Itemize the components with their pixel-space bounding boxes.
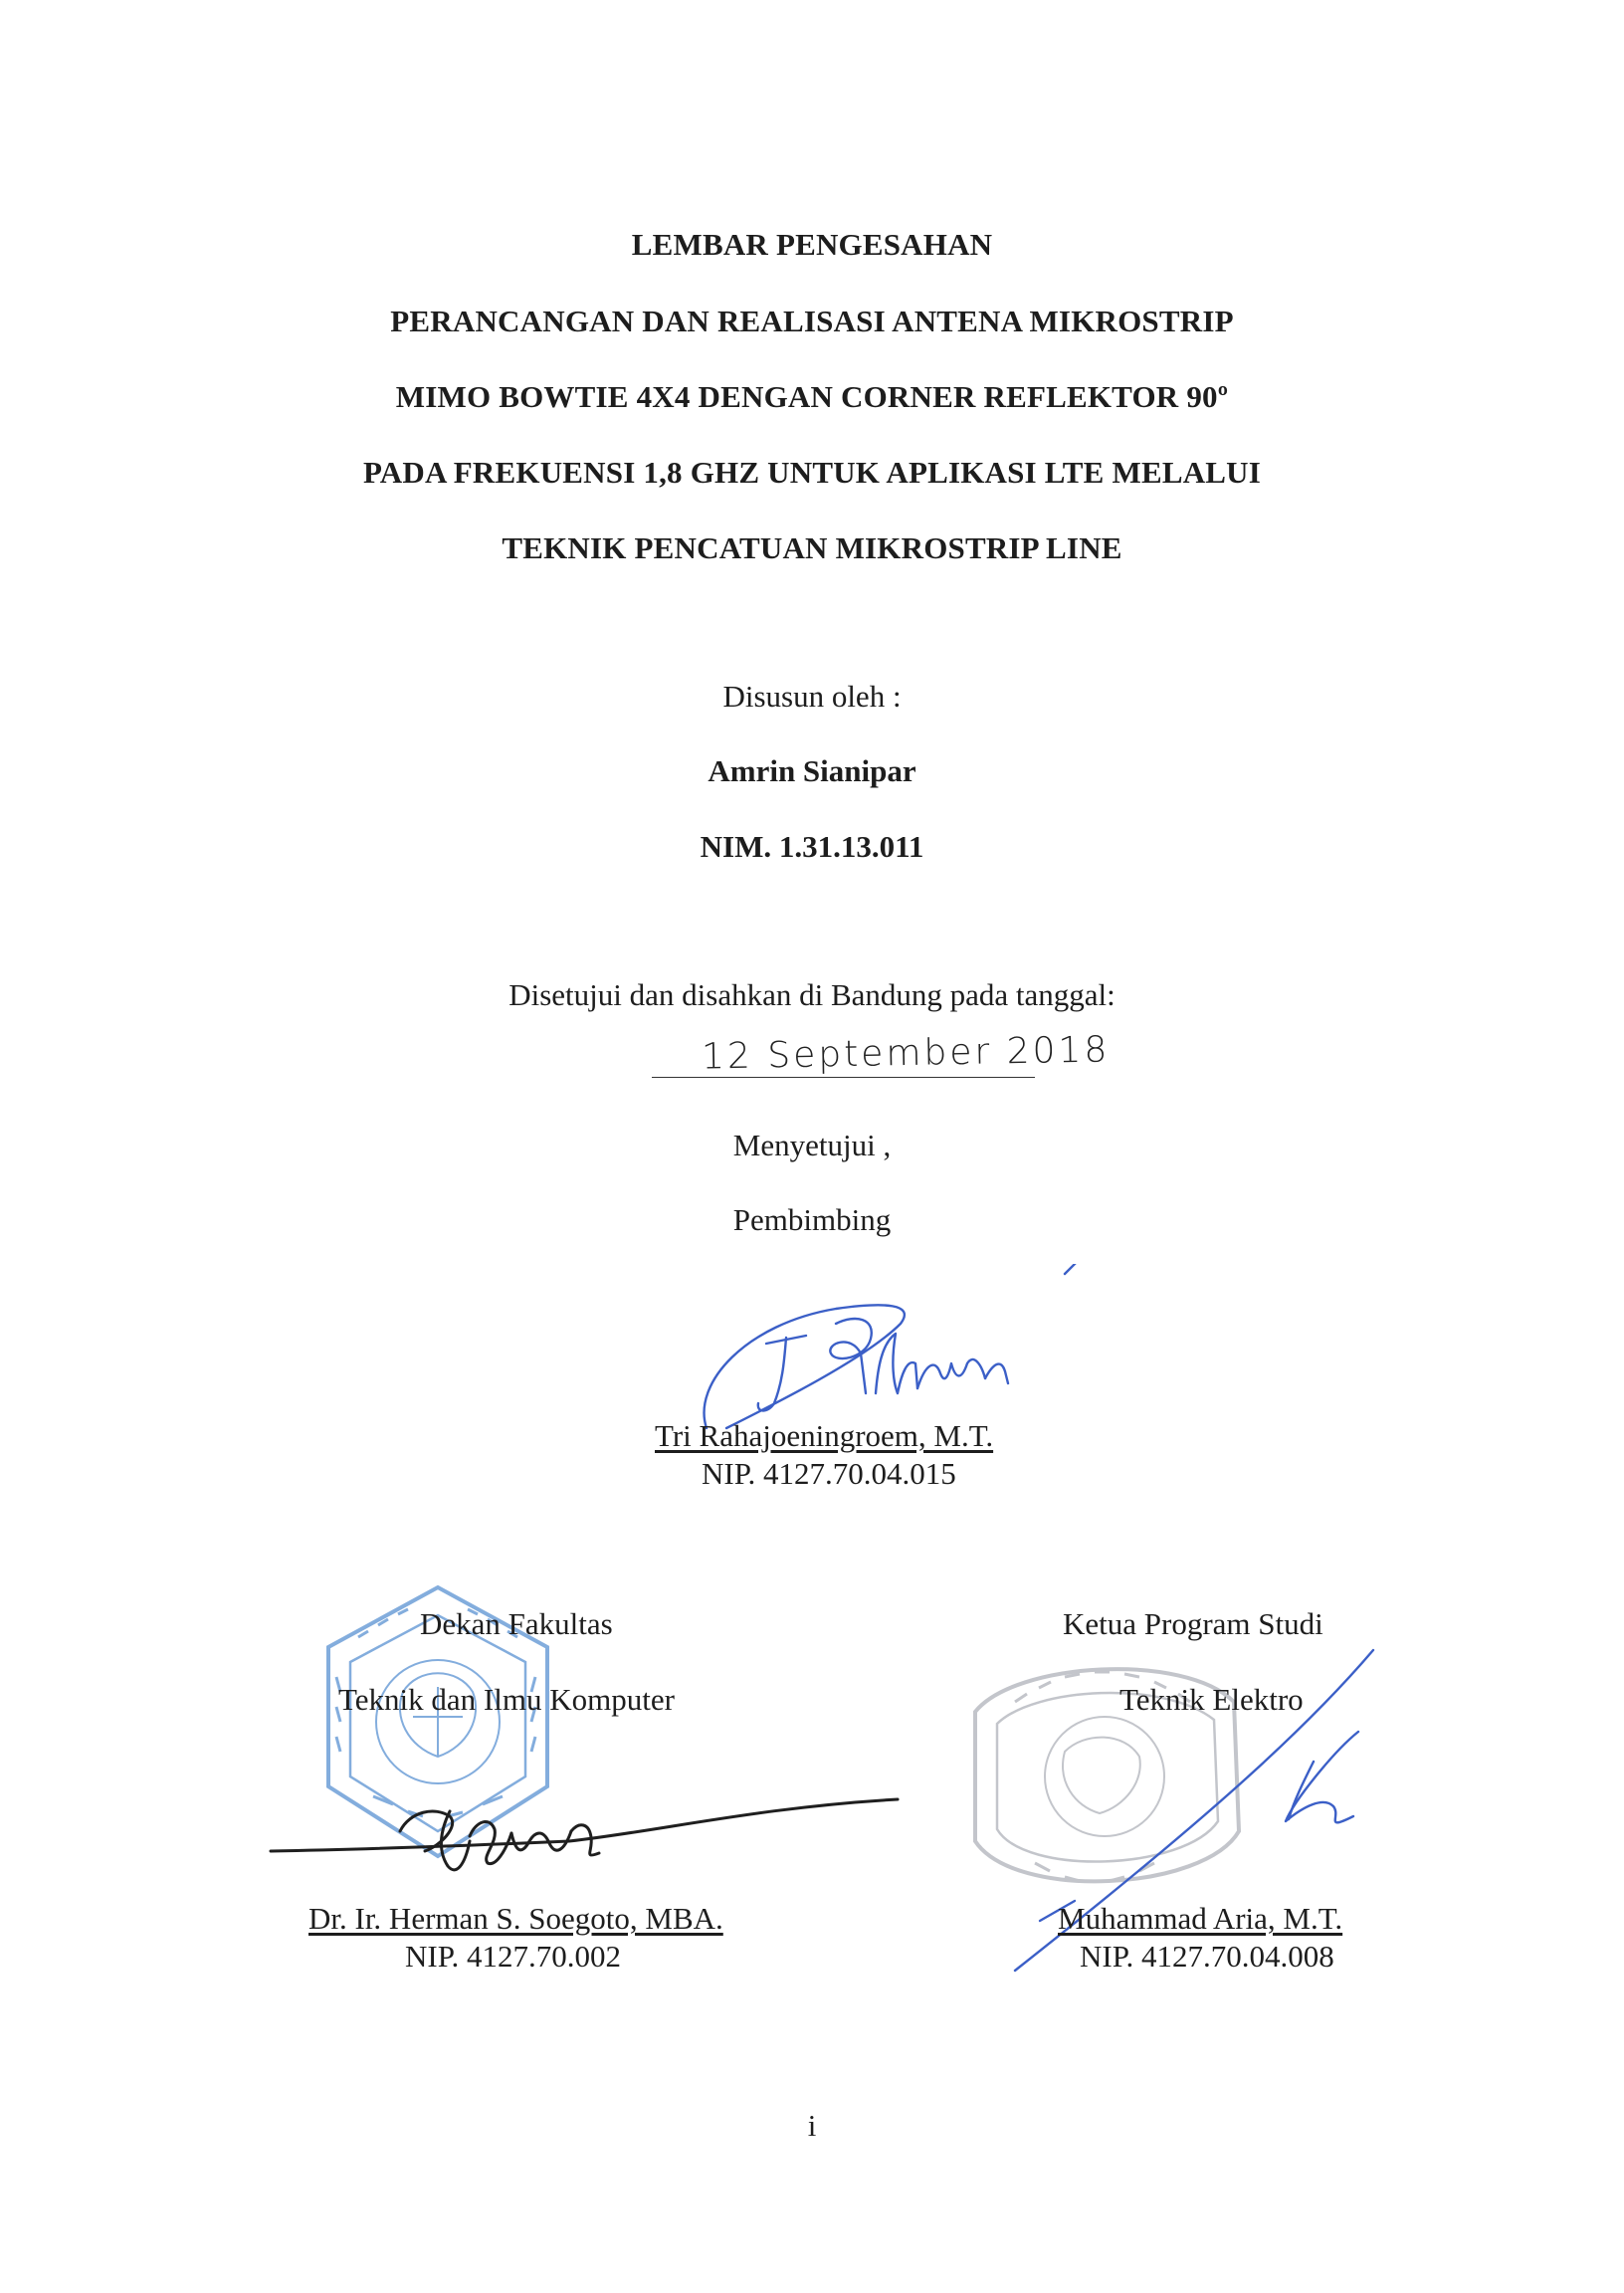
page-number: i xyxy=(807,2108,817,2143)
thesis-title-line-1: PERANCANGAN DAN REALISASI ANTENA MIKROSTRIP xyxy=(390,304,1234,338)
dean-nip: NIP. 4127.70.002 xyxy=(405,1939,622,1974)
dean-name: Dr. Ir. Herman S. Soegoto, MBA. xyxy=(308,1901,723,1936)
thesis-title-line-3: PADA FREKUENSI 1,8 GHZ UNTUK APLIKASI LTE MELALUI xyxy=(362,455,1262,490)
program-head-title-line-2: Teknik Elektro xyxy=(1119,1682,1304,1717)
approve-label: Menyetujui , xyxy=(732,1128,892,1162)
handwritten-date: 12 September 2018 xyxy=(701,1029,1111,1078)
dean-title-line-2: Teknik dan Ilmu Komputer xyxy=(338,1682,675,1717)
thesis-title-line-4: TEKNIK PENCATUAN MIKROSTRIP LINE xyxy=(502,530,1122,565)
date-underline xyxy=(652,1077,1035,1078)
approval-statement: Disetujui dan disahkan di Bandung pada tanggal: xyxy=(508,977,1116,1012)
dean-title-line-1: Dekan Fakultas xyxy=(420,1606,613,1641)
advisor-name: Tri Rahajoeningroem, M.T. xyxy=(655,1418,994,1453)
advisor-role: Pembimbing xyxy=(732,1202,892,1237)
advisor-nip: NIP. 4127.70.04.015 xyxy=(702,1456,956,1491)
dean-signature-image xyxy=(261,1772,908,1881)
author-label: Disusun oleh : xyxy=(722,679,902,714)
program-head-name: Muhammad Aria, M.T. xyxy=(1058,1901,1343,1936)
program-head-title-line-1: Ketua Program Studi xyxy=(1063,1606,1323,1641)
program-head-nip: NIP. 4127.70.04.008 xyxy=(1080,1939,1334,1974)
author-nim: NIM. 1.31.13.011 xyxy=(700,829,924,864)
document-title: LEMBAR PENGESAHAN xyxy=(631,227,993,262)
author-name: Amrin Sianipar xyxy=(708,753,916,788)
thesis-title-line-2: MIMO BOWTIE 4X4 DENGAN CORNER REFLEKTOR 90º xyxy=(395,379,1229,414)
